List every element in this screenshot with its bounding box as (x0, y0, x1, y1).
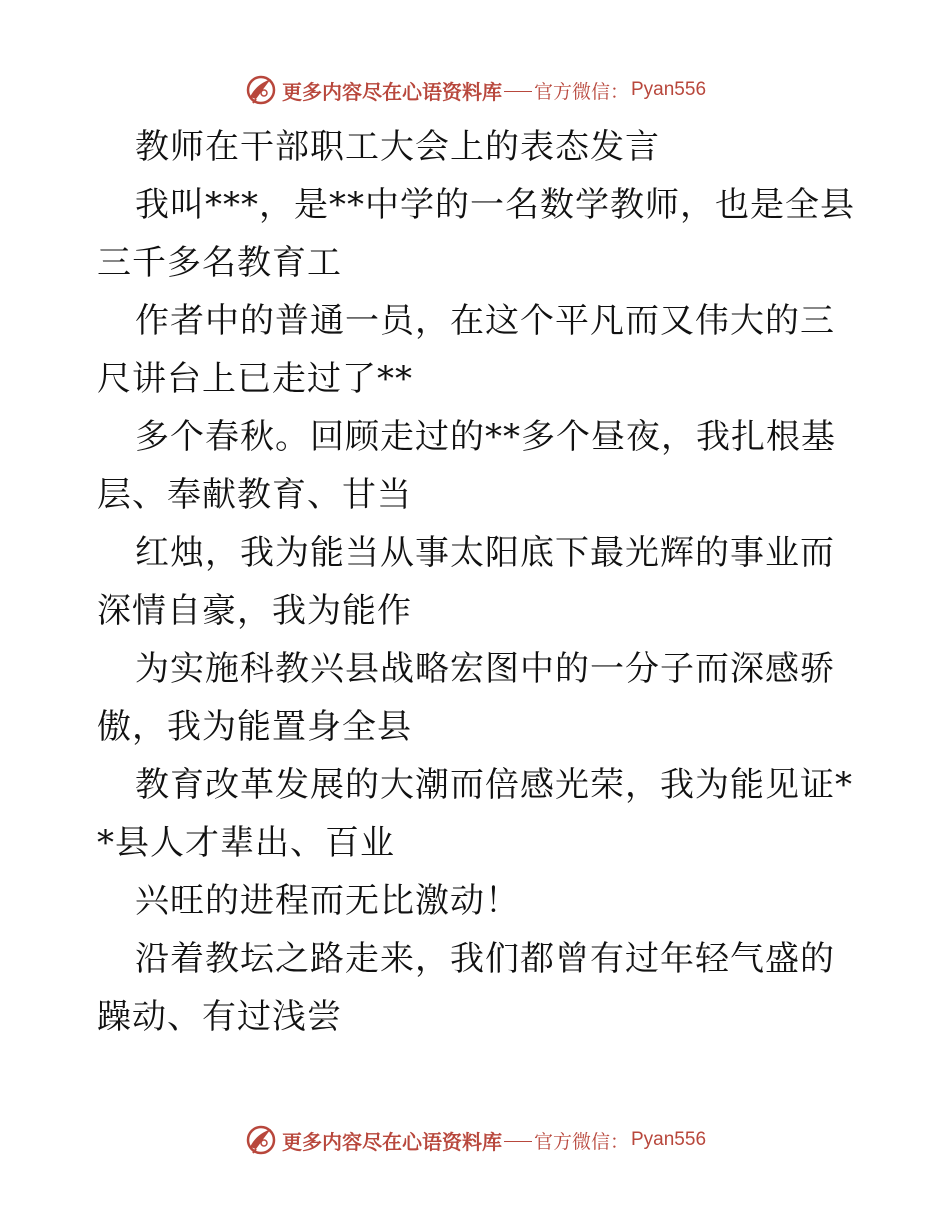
header-banner (0, 70, 950, 110)
document-title: 教师在干部职工大会上的表态发言 (135, 127, 660, 167)
paragraph: 我叫***，是**中学的一名数学教师，也是全县三千多名教育工 (97, 185, 855, 283)
footer-site-text: 更多内容尽在心语资料库 (281, 1129, 502, 1154)
paragraph: 兴旺的进程而无比激动！ (135, 881, 520, 921)
header-wechat-label: 官方微信： (533, 80, 629, 103)
header-site-text: 更多内容尽在心语资料库 (281, 79, 502, 104)
ink-pen-logo-icon (244, 1123, 278, 1157)
footer-banner (0, 1120, 950, 1160)
paragraph: 沿着教坛之路走来，我们都曾有过年轻气盛的躁动、有过浅尝 (97, 939, 835, 1037)
paragraph: 红烛，我为能当从事太阳底下最光辉的事业而深情自豪，我为能作 (97, 533, 835, 631)
footer-wechat-id: Pyan556 (631, 1129, 707, 1150)
paragraph: 多个春秋。回顾走过的**多个昼夜，我扎根基层、奉献教育、甘当 (97, 417, 836, 515)
ink-pen-logo-icon (244, 73, 278, 107)
paragraph: 教育改革发展的大潮而倍感光荣，我为能见证**县人才辈出、百业 (97, 765, 853, 863)
footer-wechat-label: 官方微信： (533, 1130, 629, 1153)
header-dash (504, 91, 532, 92)
header-wechat-id: Pyan556 (631, 79, 707, 100)
footer-dash (504, 1141, 532, 1142)
document-body (97, 118, 867, 1046)
paragraph: 为实施科教兴县战略宏图中的一分子而深感骄傲，我为能置身全县 (97, 649, 835, 747)
paragraph: 作者中的普通一员，在这个平凡而又伟大的三尺讲台上已走过了** (97, 301, 835, 399)
